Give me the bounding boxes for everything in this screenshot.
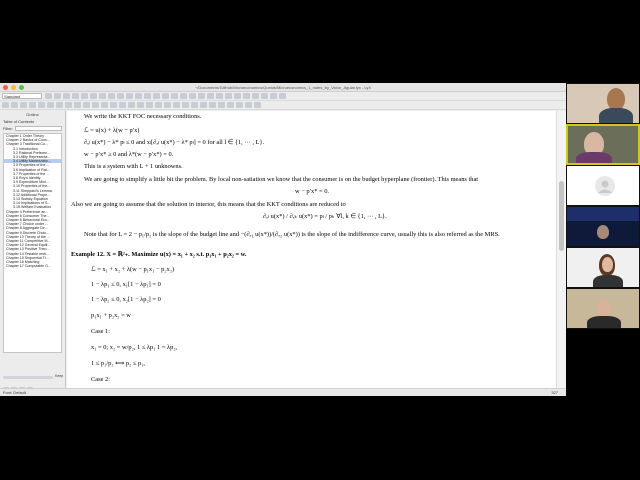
emphasis-icon[interactable] — [135, 93, 142, 99]
numbered-list-icon[interactable] — [29, 102, 36, 108]
participant-video — [602, 257, 613, 272]
toc-item[interactable]: Chapter 5 Consumer The... — [6, 213, 50, 218]
toc-item[interactable]: Chapter 14 Testable restr... — [6, 251, 50, 256]
secondary-toolbar — [0, 101, 566, 110]
toc-item[interactable]: 3.9 Expenditure Mini... — [13, 180, 49, 185]
outline-title: Outline — [26, 112, 39, 117]
document-editor[interactable] — [67, 111, 556, 388]
label-icon[interactable] — [216, 93, 223, 99]
toc-item[interactable]: 3.15 Welfare Evaluation — [13, 205, 52, 210]
undo-icon[interactable] — [81, 93, 88, 99]
doc-line: Note that for L = 2 − p₁/p₂ is the slope of the budget line and −(∂ₓ₁ u(x*))/(∂ₓ₂ u(x*)) is the slope of the indifference curve, usually this is also referred as the MRS. — [84, 231, 500, 238]
find-icon[interactable] — [126, 93, 133, 99]
doc-line: ℒ = u(x) + λ(w − p′x) — [84, 127, 140, 134]
toc-item[interactable]: Chapter 3 Traditional Co... — [6, 142, 48, 147]
align-center-icon[interactable] — [56, 102, 63, 108]
functions-icon[interactable] — [209, 102, 216, 108]
toc-item[interactable]: Chapter 6 Behavioral Eco... — [6, 218, 50, 223]
doc-line: Case 1: — [91, 328, 110, 335]
redo-icon[interactable] — [90, 93, 97, 99]
bold-icon[interactable] — [153, 93, 160, 99]
toc-item[interactable]: 3.2 Rational Preferen... — [13, 150, 50, 155]
participant-tile-4[interactable] — [566, 206, 640, 247]
description-icon[interactable] — [38, 102, 45, 108]
toc-item[interactable]: Chapter 10 Theory of the ... — [6, 234, 50, 239]
participant-shirt — [587, 316, 621, 329]
doc-line: w − p′x* = 0. — [295, 188, 329, 195]
doc-line: p₁x₁ + p₂x₂ = w — [91, 312, 131, 319]
cut-icon[interactable] — [99, 93, 106, 99]
toc-item[interactable]: 3.7 Properties of the ... — [13, 171, 50, 176]
doc-line: ∂ₓₗ u(x*) / ∂ₓₖ u(x*) = pₗ / pₖ ∀l, k ∈ {1, ··· , L}. — [263, 213, 387, 220]
default-avatar-icon — [595, 176, 615, 196]
doc-line: Case 2: — [91, 376, 110, 383]
outline-type-combo[interactable]: Table of Contents — [3, 119, 35, 124]
doc-line: We are going to simplify a little bit the problem. By local non-satiation we know that the consumer is on the budget hyperplane (frontier). This means that — [84, 176, 479, 183]
save-icon[interactable] — [63, 93, 70, 99]
toc-item[interactable]: Chapter 8 Aggregate De... — [6, 226, 48, 231]
participant-video — [597, 299, 611, 317]
superscript-icon[interactable] — [92, 102, 99, 108]
citation-icon[interactable] — [225, 93, 232, 99]
status-text: Font: Default — [3, 390, 26, 395]
noun-icon[interactable] — [144, 93, 151, 99]
doc-line: x₁ = 0; x₂ = w/p₂, 1 ≤ λp₁ 1 = λp₂, — [91, 344, 178, 351]
toc-item[interactable]: Chapter 4 Preference an... — [6, 209, 49, 214]
participant-shirt — [599, 108, 633, 124]
participant-tile-3[interactable] — [566, 165, 640, 206]
example-heading: Example 12. X = ℝ²₊. Maximize u(x) = x₁ + x₂ s.t. p₁x₁ + p₂x₂ = w. — [71, 251, 247, 258]
toc-item[interactable]: Chapter 11 Competitive M... — [6, 239, 51, 244]
participant-tile-6[interactable] — [566, 288, 640, 329]
lyx-window — [0, 83, 566, 396]
view-pdf-icon[interactable] — [243, 93, 250, 99]
outline-filter — [0, 125, 65, 132]
toc-item[interactable]: 3.14 Implications of S... — [13, 201, 51, 206]
open-file-icon[interactable] — [54, 93, 61, 99]
insert-graphic-icon[interactable] — [180, 93, 187, 99]
relations-icon[interactable] — [164, 102, 171, 108]
keep-checkbox-label[interactable]: Keep — [55, 374, 64, 378]
operators-icon[interactable] — [182, 102, 189, 108]
matrix-icon[interactable] — [137, 102, 144, 108]
paste-icon[interactable] — [117, 93, 124, 99]
filter-input[interactable] — [15, 126, 62, 131]
footnote-icon[interactable] — [189, 93, 196, 99]
avatar — [595, 176, 615, 196]
toc-item[interactable]: Chapter 12 General Equili... — [6, 243, 51, 248]
toc-item[interactable]: 3.11 Sheppard's Lemma — [13, 188, 52, 193]
spacing-icon[interactable] — [200, 102, 207, 108]
toc-item[interactable]: 3.6 Implication of Rat... — [13, 167, 50, 172]
toc-item[interactable]: Chapter 1 Order Theory — [6, 134, 45, 138]
toc-item[interactable]: 3.10 Properties of the... — [13, 184, 51, 189]
align-right-icon[interactable] — [65, 102, 72, 108]
misc-symbols-icon[interactable] — [191, 102, 198, 108]
outline-panel — [0, 111, 66, 396]
doc-line: ℒ = x₁ + x₂ + λ(w − p₁x₁ − p₂x₂) — [91, 266, 175, 273]
depth-slider[interactable] — [3, 376, 53, 379]
insert-table-icon[interactable] — [171, 93, 178, 99]
participant-tile-2[interactable] — [566, 124, 640, 165]
subscript-icon[interactable] — [101, 102, 108, 108]
toc-item[interactable]: 3.12 Additional Prope... — [13, 192, 51, 197]
math-panel-icon[interactable] — [155, 102, 162, 108]
doc-line: We write the KKT FOC necessary conditions. — [84, 113, 202, 120]
toc-item[interactable]: Chapter 7 Choice under ... — [6, 222, 49, 227]
doc-line: w − p′x* ≥ 0 and λ*(w − p′x*) = 0. — [84, 151, 174, 158]
toc-item[interactable]: 3.13 Slutsky Equation — [13, 197, 48, 202]
doc-line: This is a system with L + 1 unknowns. — [84, 163, 183, 170]
toc-item[interactable]: 3.1 Introduction — [13, 146, 38, 151]
toc-item[interactable]: 3.8 Roy's Identity — [13, 176, 41, 181]
sum-icon[interactable] — [110, 102, 117, 108]
toc-item[interactable]: Chapter 15 Sequential Tr... — [6, 255, 49, 260]
status-bar — [0, 388, 566, 396]
doc-line: ∂ₓₗ u(x*) − λ* pₗ ≤ 0 and xₗ[∂ₓₗ u(x*) − λ* pₗ] = 0 for all l ∈ {1, ··· , L}. — [84, 139, 265, 146]
participant-shirt — [593, 275, 623, 288]
margin-note-icon[interactable] — [198, 93, 205, 99]
toc-item[interactable]: 3.4 Utility Maximizatio... — [4, 159, 61, 163]
index-icon[interactable] — [234, 93, 241, 99]
cross-reference-icon[interactable] — [207, 93, 214, 99]
paragraph-style-select[interactable]: Standard — [2, 93, 42, 99]
dots-icon[interactable] — [254, 102, 261, 108]
toc-item[interactable]: Chapter 13 Positive Theo... — [6, 247, 50, 252]
greek-icon[interactable] — [128, 102, 135, 108]
arrows-icon[interactable] — [173, 102, 180, 108]
doc-line: Also we are going to assume that the solution in interior, this means that the KKT conditions are reduced to — [71, 201, 346, 208]
participant-shirt — [576, 152, 612, 165]
zoom-indicator[interactable]: 327 — [551, 390, 558, 395]
toc-item[interactable]: Chapter 9 Discrete Choic... — [6, 230, 50, 235]
background — [567, 207, 640, 221]
boldsymbol-icon[interactable] — [227, 102, 234, 108]
vertical-scrollbar[interactable] — [556, 111, 566, 388]
bullet-list-icon[interactable] — [20, 102, 27, 108]
delimiters-icon[interactable] — [146, 102, 153, 108]
toc-item[interactable]: 3.5 Properties of the ... — [13, 163, 50, 168]
toc-item[interactable]: Chapter 17 Computable G... — [6, 264, 51, 269]
sqrt-icon[interactable] — [83, 102, 90, 108]
fraction-icon[interactable] — [74, 102, 81, 108]
participant-tile-5[interactable] — [566, 247, 640, 288]
main-toolbar — [0, 92, 566, 101]
print-icon[interactable] — [72, 93, 79, 99]
increase-depth-icon[interactable] — [2, 102, 9, 108]
styles-icon[interactable] — [236, 102, 243, 108]
copy-icon[interactable] — [108, 93, 115, 99]
new-file-icon[interactable] — [45, 93, 52, 99]
toc-icon[interactable] — [261, 93, 268, 99]
accents-icon[interactable] — [218, 102, 225, 108]
participant-video — [597, 225, 609, 239]
toc-item[interactable]: Chapter 2 Basics of Cons... — [6, 138, 50, 143]
spellcheck-icon[interactable] — [270, 93, 277, 99]
integral-icon[interactable] — [119, 102, 126, 108]
align-left-icon[interactable] — [47, 102, 54, 108]
math-icon[interactable] — [162, 93, 169, 99]
doc-line: 1 − λp₁ ≤ 0, x₁[1 − λp₁] = 0 — [91, 281, 161, 288]
track-changes-icon[interactable] — [279, 93, 286, 99]
doc-line: 1 − λp₂ ≤ 0, x₂[1 − λp₂] = 0 — [91, 296, 161, 303]
title-bar — [0, 83, 566, 92]
toc-item[interactable]: 3.3 Utility Representa... — [13, 155, 51, 160]
decrease-depth-icon[interactable] — [11, 102, 18, 108]
window-title: ~/Documents/GitHub/Microeconomics/Quests/Microeconomics_1_notes_by_Victor_Aguiar.lyx - LyX — [194, 84, 372, 90]
participant-tile-1[interactable] — [566, 83, 640, 124]
filter-label: Filter: — [3, 126, 13, 131]
fonts-icon[interactable] — [245, 102, 252, 108]
participant-video — [607, 88, 625, 110]
toc-item[interactable]: Chapter 16 Matching — [6, 260, 40, 265]
update-pdf-icon[interactable] — [252, 93, 259, 99]
scrollbar-thumb[interactable] — [559, 181, 564, 251]
doc-line: 1 ≤ p₁/p₂ ⟺ p₂ ≤ p₁, — [91, 360, 146, 367]
toc-tree[interactable] — [3, 133, 62, 353]
